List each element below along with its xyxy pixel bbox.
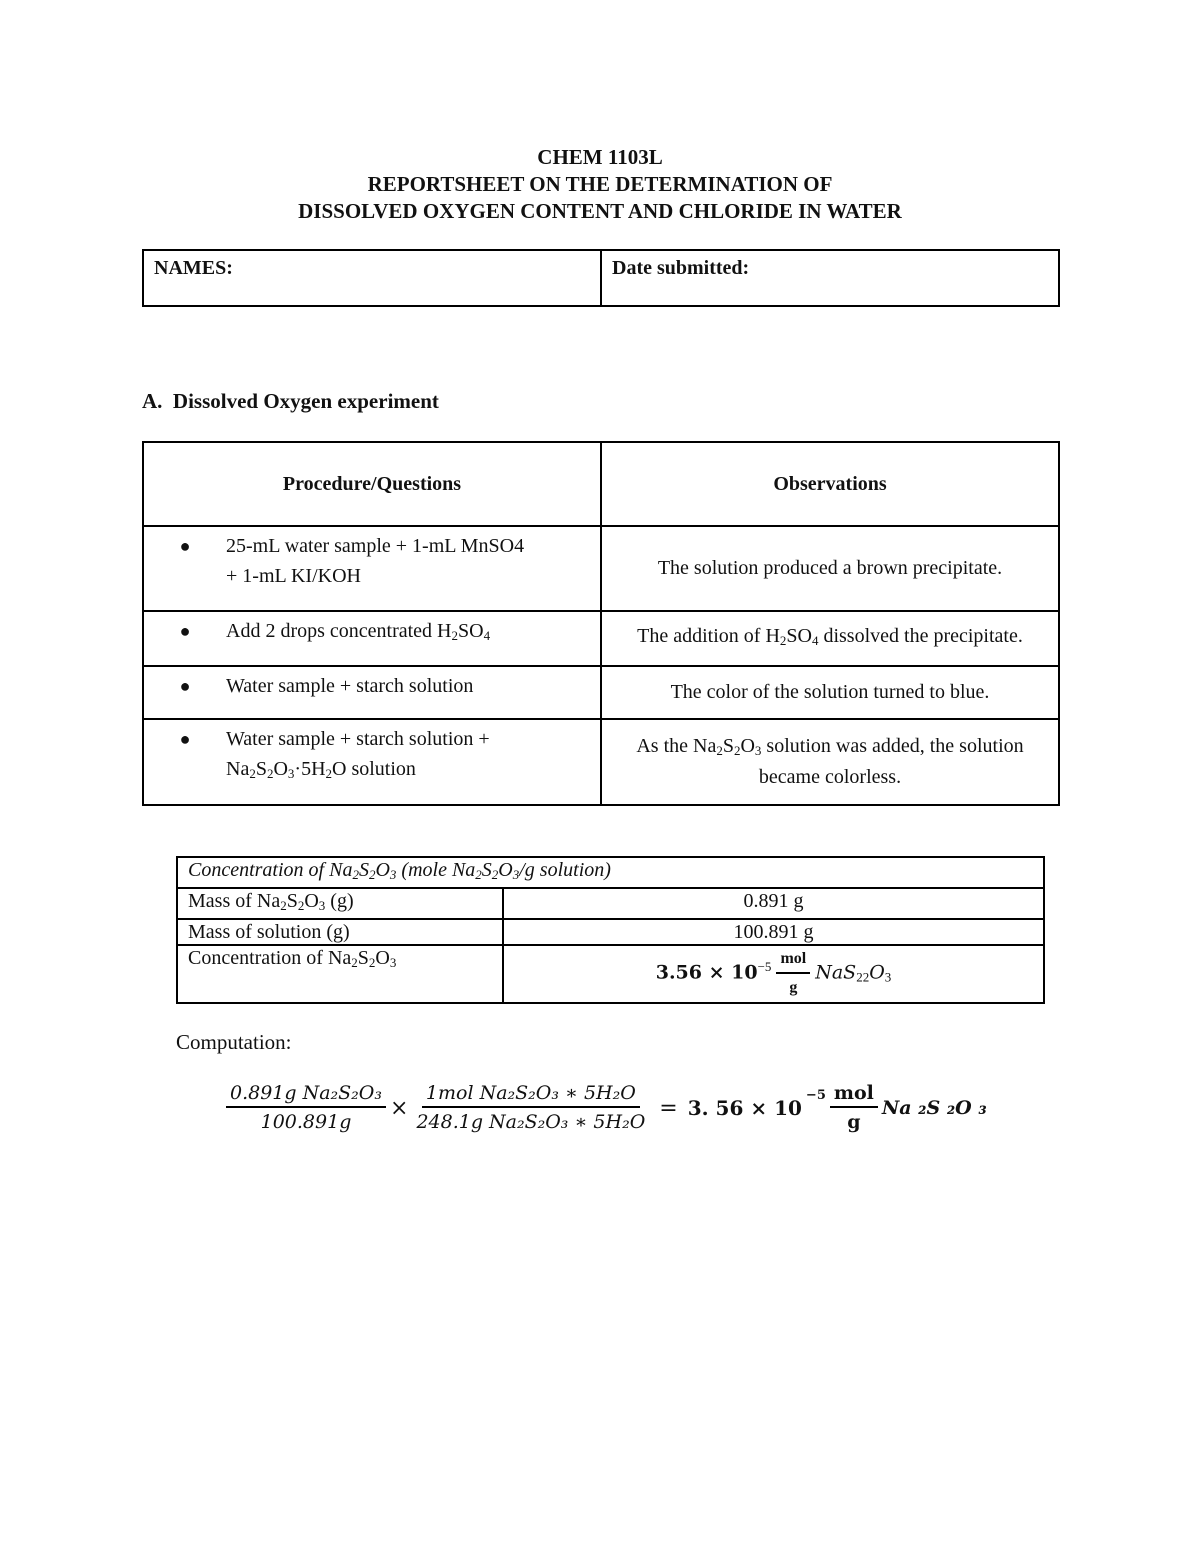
procedure-header: Procedure/Questions	[143, 442, 601, 526]
report-title-line1: REPORTSHEET ON THE DETERMINATION OF	[367, 172, 833, 196]
procedure-text: Add 2 drops concentrated $H_2SO_4$	[226, 620, 491, 643]
table-row	[177, 888, 1044, 919]
info-table	[142, 249, 1060, 307]
concentration-caption: Concentration of $Na_2S_2O_3$ (mole $Na_2S_2O_3/g$ solution)	[177, 857, 1044, 888]
course-code: CHEM 1103L	[537, 145, 663, 169]
date-submitted-cell[interactable]	[601, 250, 1059, 306]
computation-equation: $\frac{\text{0.891g Na₂S₂O₃}}{100.891g}$ × $\frac{\text{1mol Na₂S₂O₃ ∗ 5H₂O}}{\text{248.1g Na₂S₂O₃ ∗ 5H₂O}}$ = 3. 56 × 10 $^{-5}$ $\frac{\text{mol}}{g}$ Na ₂S ₂O ₃	[226, 1080, 987, 1136]
bullet-icon: ●	[179, 729, 191, 749]
bullet-icon: ●	[179, 536, 191, 556]
procedure-cell	[143, 526, 601, 611]
row-value: 100.891 g	[503, 919, 1044, 945]
report-title-line2: DISSOLVED OXYGEN CONTENT AND CHLORIDE IN WATER	[298, 199, 902, 223]
procedure-text: Water sample + starch solution +	[226, 728, 490, 750]
row-label: Concentration of $Na_2S_2O_3$	[177, 945, 503, 1003]
procedure-text: $Na_2S_2O_3\cdot 5H_2O$ solution	[226, 758, 416, 781]
computation-label: Computation:	[176, 1030, 292, 1054]
date-submitted-label: Date submitted:	[612, 257, 750, 279]
observation-cell: As the $Na_2S_2O_3$ solution was added, the solution became colorless.	[601, 719, 1059, 805]
table-row	[143, 719, 1059, 805]
table-row	[177, 919, 1044, 945]
observations-header: Observations	[601, 442, 1059, 526]
concentration-table	[176, 856, 1045, 1004]
names-cell[interactable]	[143, 250, 601, 306]
table-row	[143, 611, 1059, 666]
procedure-cell	[143, 719, 601, 805]
procedure-text: 25-mL water sample + 1-mL MnSO4	[226, 535, 525, 557]
row-label: Mass of $Na_2S_2O_3$ (g)	[177, 888, 503, 919]
table-row	[177, 945, 1044, 1003]
bullet-icon: ●	[179, 676, 191, 696]
names-label: NAMES:	[154, 257, 233, 279]
fraction-mass-ratio: $\frac{\text{0.891g Na₂S₂O₃}}{100.891g}$	[226, 1080, 386, 1136]
fraction-units: $\frac{\text{mol}}{g}$	[830, 1080, 878, 1136]
concentration-value: $3.56 \times 10^{-5}$ $\frac{\text{mol}}{g}$ $NaS_{22}O_3$	[503, 945, 1044, 1003]
procedure-text: Water sample + starch solution	[226, 675, 474, 697]
observation-cell: The addition of $H_2SO_4$ dissolved the precipitate.	[601, 611, 1059, 666]
observations-table	[142, 441, 1060, 806]
row-label: Mass of solution (g)	[177, 919, 503, 945]
fraction-molar-mass: $\frac{\text{1mol Na₂S₂O₃ ∗ 5H₂O}}{\text{248.1g Na₂S₂O₃ ∗ 5H₂O}}$	[416, 1082, 646, 1133]
procedure-cell	[143, 611, 601, 666]
observation-cell: The solution produced a brown precipitate.	[601, 526, 1059, 611]
section-a-title: A. Dissolved Oxygen experiment	[142, 389, 439, 413]
procedure-text: + 1-mL KI/KOH	[226, 565, 361, 587]
bullet-icon: ●	[179, 621, 191, 641]
procedure-cell	[143, 666, 601, 719]
table-row	[143, 666, 1059, 719]
row-value: 0.891 g	[503, 888, 1044, 919]
table-row	[143, 526, 1059, 611]
observation-cell: The color of the solution turned to blue.	[601, 666, 1059, 719]
